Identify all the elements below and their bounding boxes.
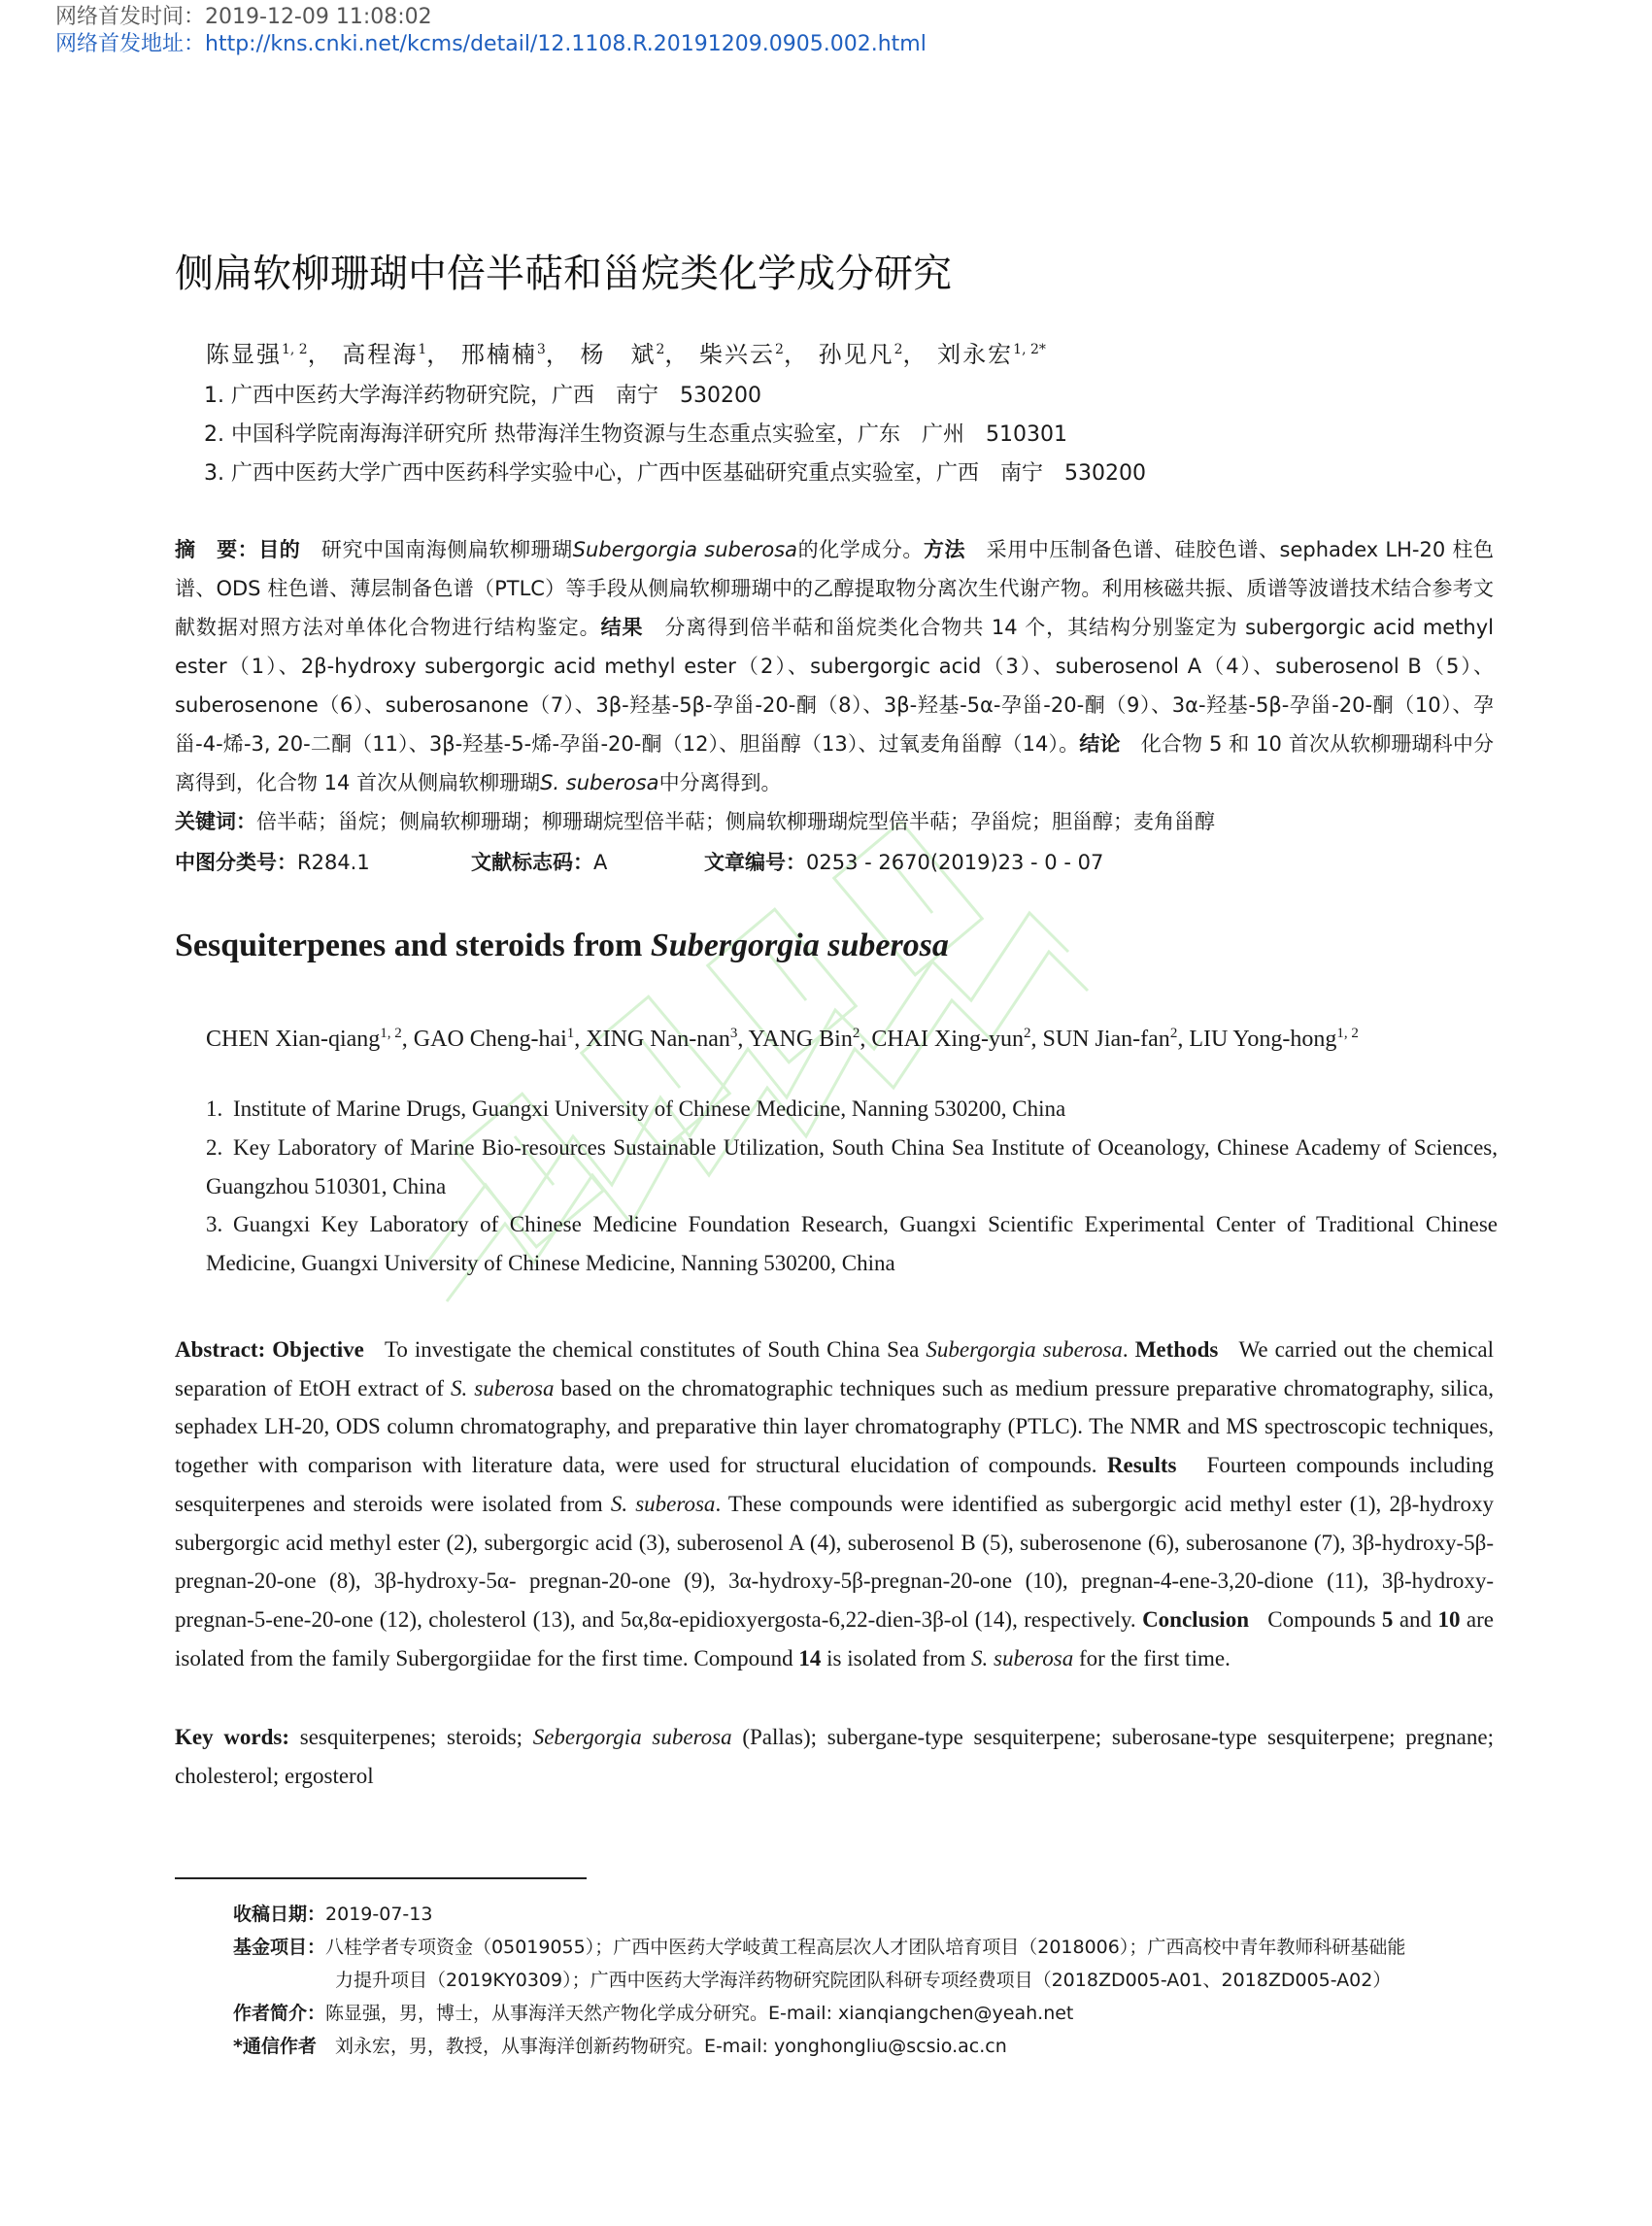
author-cn: 杨 斌	[580, 341, 657, 368]
affiliation-cn-1: 1. 广西中医药大学海洋药物研究院，广西 南宁 530200	[204, 384, 761, 408]
online-url-link[interactable]: http://kns.cnki.net/kcms/detail/12.1108.R.20191209.0905.002.html	[205, 32, 927, 56]
footnote-received: 收稿日期：2019-07-13	[233, 1904, 433, 1925]
author-cn: 陈显强	[206, 341, 282, 368]
affiliation-en-1: 1. Institute of Marine Drugs, Guangxi University of Chinese Medicine, Nanning 530200, China	[206, 1096, 1066, 1121]
footnote-corresponding: *通信作者 刘永宏，男，教授，从事海洋创新药物研究。E-mail: yonghongliu@scsio.ac.cn	[233, 2036, 1007, 2057]
author-cn: 柴兴云	[699, 341, 776, 368]
online-date-value: 2019-12-09 11:08:02	[205, 5, 432, 29]
online-url-line	[55, 34, 927, 55]
author-cn: 高程海	[342, 341, 419, 368]
author-cn: 刘永宏	[937, 341, 1014, 368]
affiliation-cn-3: 3. 广西中医药大学广西中医药科学实验中心，广西中医基础研究重点实验室，广西 南宁 530200	[204, 461, 1146, 486]
author-cn: 邢楠楠	[460, 341, 537, 368]
keywords-cn: 关键词：倍半萜；甾烷；侧扁软柳珊瑚；柳珊瑚烷型倍半萜；侧扁软柳珊瑚烷型倍半萜；孕甾烷；胆甾醇；麦角甾醇	[175, 810, 1215, 833]
authors-en: CHEN Xian-qiang$^{1, 2}$, GAO Cheng-hai$^1$, XING Nan-nan$^3$, YANG Bin$^2$, CHAI Xing-yun$^2$, SUN Jian-fan$^2$, LIU Yong-hong$^{1, 2}$	[206, 1026, 1359, 1052]
author-cn: 孙见凡	[818, 341, 894, 368]
affiliation-en-3: 3. Guangxi Key Laboratory of Chinese Medicine Foundation Research, Guangxi Scientific Experimental Center of Traditional Chinese Medicine, Guangxi University of Chinese Medicine, Nanning 530200, China	[206, 1212, 1498, 1275]
affiliation-cn-2: 2. 中国科学院南海海洋研究所 热带海洋生物资源与生态重点实验室，广东 广州 510301	[204, 422, 1067, 447]
online-date-label: 网络首发时间：	[55, 5, 206, 29]
classification-line: 中图分类号：R284.1 文献标志码：A 文章编号：0253 - 2670(2019)23 - 0 - 07	[175, 851, 1104, 874]
page-title-en: Sesquiterpenes and steroids from Subergorgia suberosa	[175, 928, 949, 963]
footnote-fund: 基金项目：八桂学者专项资金（05019055）；广西中医药大学岐黄工程高层次人才团队培育项目（2018006）；广西高校中青年教师科研基础能	[233, 1937, 1406, 1958]
footnote-fund-cont: 力提升项目（2019KY0309）；广西中医药大学海洋药物研究院团队科研专项经费项目（2018ZD005-A01、2018ZD005-A02）	[335, 1970, 1392, 1991]
affiliation-en-2: 2. Key Laboratory of Marine Bio-resources Sustainable Utilization, South China Sea Institute of Oceanology, Chinese Academy of Sciences, Guangzhou 510301, China	[206, 1135, 1498, 1198]
online-url-label: 网络首发地址：	[55, 32, 206, 56]
online-date-line	[55, 7, 432, 28]
page-title-cn: 侧扁软柳珊瑚中倍半萜和甾烷类化学成分研究	[175, 252, 952, 296]
footnote-author: 作者简介：陈显强，男，博士，从事海洋天然产物化学成分研究。E-mail: xianqiangchen@yeah.net	[233, 2003, 1074, 2024]
footnote-divider	[175, 1877, 587, 1879]
keywords-en: Key words: sesquiterpenes; steroids; Sebergorgia suberosa (Pallas); subergane-type sesquiterpene; suberosane-type sesquiterpene; pregnane; cholesterol; ergosterol	[175, 1725, 1494, 1788]
abstract-cn: 摘 要：目的 研究中国南海侧扁软柳珊瑚Subergorgia suberosa的化学成分。方法 采用中压制备色谱、硅胶色谱、sephadex LH-20 柱色谱、ODS 柱色谱、薄层制备色谱（PTLC）等手段从侧扁软柳珊瑚中的乙醇提取物分离次生代谢产物。利用核磁共振、质谱等波谱技术结合参考文献数据对照方法对单体化合物进行结构鉴定。结果 分离得到倍半萜和甾烷类化合物共 14 个，其结构分别鉴定为 subergorgic acid methyl ester（1）、2β-hydroxy subergorgic acid methyl ester（2）、subergorgic acid（3）、suberosenol A（4）、suberosenol B（5）、suberosenone（6）、suberosanone（7）、3β-羟基-5β-孕甾-20-酮（8）、3β-羟基-5α-孕甾-20-酮（9）、3α-羟基-5β-孕甾-20-酮（10）、孕甾-4-烯-3, 20-二酮（11）、3β-羟基-5-烯-孕甾-20-酮（12）、胆甾醇（13）、过氧麦角甾醇（14）。结论 化合物 5 和 10 首次从软柳珊瑚科中分离得到，化合物 14 首次从侧扁软柳珊瑚S. suberosa中分离得到。	[175, 538, 1495, 794]
abstract-en: Abstract: Objective To investigate the chemical constitutes of South China Sea Subergorgia suberosa. Methods We carried out the chemical separation of EtOH extract of S. suberosa based on the chromatographic techniques such as medium pressure preparative chromatography, silica, sephadex LH-20, ODS column chromatography, and preparative thin layer chromatography (PTLC). The NMR and MS spectroscopic techniques, together with comparison with literature data, were used for structural elucidation of compounds. Results Fourteen compounds including sesquiterpenes and steroids were isolated from S. suberosa. These compounds were identified as subergorgic acid methyl ester (1), 2β-hydroxy subergorgic acid methyl ester (2), subergorgic acid (3), suberosenol A (4), suberosenol B (5), suberosenone (6), suberosanone (7), 3β-hydroxy-5β-pregnan-20-one (8), 3β-hydroxy-5α- pregnan-20-one (9), 3α-hydroxy-5β-pregnan-20-one (10), pregnan-4-ene-3,20-dione (11), 3β-hydroxy-pregnan-5-ene-20-one (12), cholesterol (13), and 5α,8α-epidioxyergosta-6,22-dien-3β-ol (14), respectively. Conclusion Compounds 5 and 10 are isolated from the family Subergorgiidae for the first time. Compound 14 is isolated from S. suberosa for the first time.	[175, 1337, 1495, 1670]
authors-cn: 陈显强$^{1, 2}$， 高程海$^1$， 邢楠楠$^3$， 杨 斌$^2$， 柴兴云$^2$， 孙见凡$^2$， 刘永宏$^{1, 2*}$	[206, 341, 1046, 368]
